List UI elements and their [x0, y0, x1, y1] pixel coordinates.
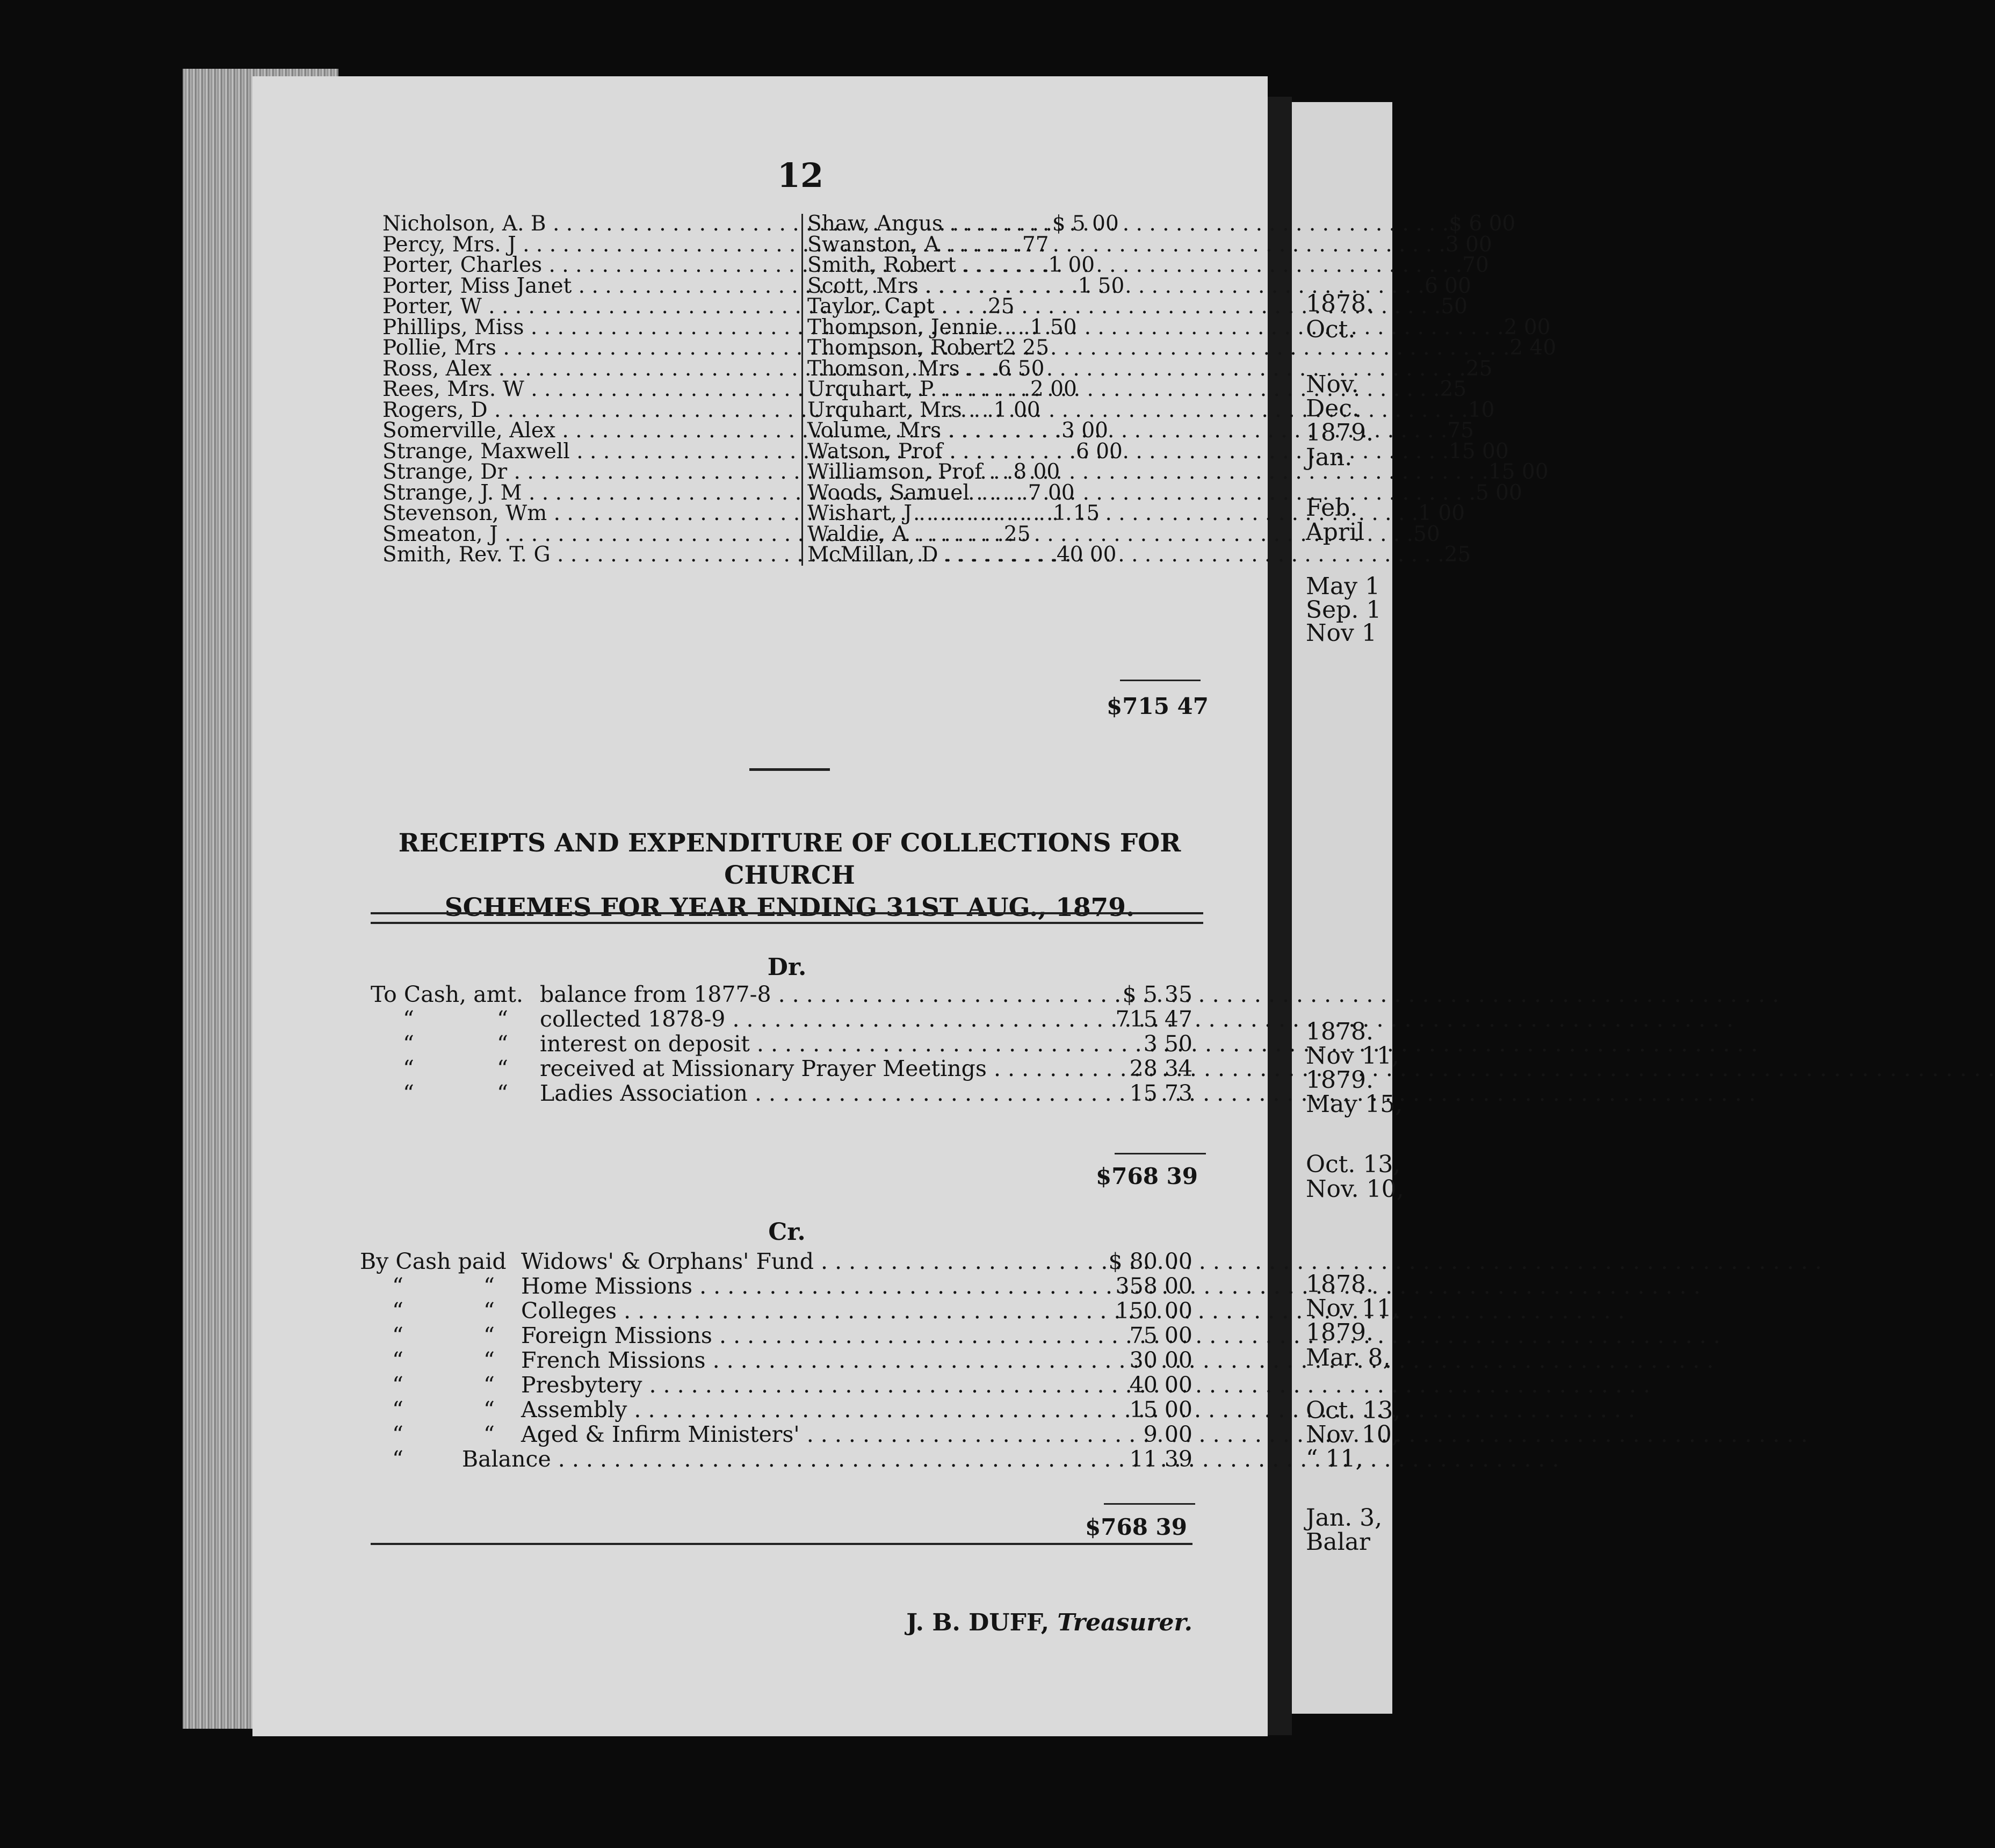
subscriber-row — [382, 460, 1549, 484]
facing-line: Mar. 8, — [1306, 1344, 1391, 1371]
credit-entry — [371, 1422, 1203, 1447]
credit-entry — [371, 1348, 1203, 1373]
debit-amount: 28 34 — [1129, 1056, 1192, 1081]
subscriber-amount: 10 — [1468, 398, 1495, 422]
credit-total: $768 39 — [1085, 1514, 1187, 1540]
subscriber-amount: 2 00 — [1030, 377, 1077, 401]
subscriber-amount: $ 5 00 — [1052, 212, 1119, 236]
subscriber-name: Taylor, Capt . . . — [807, 297, 1441, 317]
debit-amount: 715 47 — [1115, 1006, 1192, 1032]
subscriber-row — [382, 273, 1471, 298]
subscriber-name: Rogers, D . . . — [382, 400, 994, 421]
ditto-mark: “ — [483, 1323, 495, 1348]
subscriber-amount: 15 00 — [1449, 439, 1509, 464]
subscriber-name: Woods, Samuel . . . — [807, 483, 1476, 504]
facing-line: Jan. — [1306, 444, 1353, 471]
subscriber-amount: 1 00 — [1418, 501, 1465, 525]
subscriber-name: McMillan, D . . . — [807, 545, 1444, 566]
section-divider — [749, 768, 830, 771]
credit-description: Foreign Missions . . . — [521, 1323, 1085, 1348]
ditto-mark: “ — [392, 1347, 403, 1373]
ditto-mark: “ — [483, 1298, 495, 1324]
ditto-mark: “ — [497, 1080, 508, 1106]
subscriber-amount: 50 — [1441, 294, 1468, 319]
balance-entry — [371, 1447, 1203, 1471]
ditto-mark: “ — [483, 1421, 495, 1447]
subscriber-amount: 25 — [1465, 356, 1493, 381]
credit-amount: 30 00 — [1129, 1347, 1192, 1373]
balance-label: Balance . . . — [462, 1447, 1085, 1471]
debit-entry — [371, 1056, 1203, 1081]
credit-entry — [371, 1323, 1203, 1348]
subscriber-amount: 7 00 — [1028, 480, 1075, 505]
facing-line: Jan. 3, — [1306, 1504, 1383, 1532]
ditto-mark: “ — [392, 1397, 403, 1423]
subscriber-amount: 5 00 — [1475, 480, 1522, 505]
subscriber-name: Rees, Mrs. W . . . — [382, 379, 1030, 400]
debit-entries — [371, 982, 1203, 1106]
subscriber-right — [803, 253, 1489, 277]
subscriber-name: Smith, Robert . . . — [807, 255, 1462, 276]
debit-description: received at Missionary Prayer Meetings . . . — [540, 1056, 1085, 1081]
debit-entry — [371, 1007, 1203, 1031]
facing-line: Nov 11, — [1306, 1042, 1399, 1070]
credit-entry — [371, 1397, 1203, 1422]
subscriber-right — [803, 543, 1471, 567]
facing-line: Sep. 1 — [1306, 596, 1382, 624]
credit-amount: $ 80 00 — [1108, 1248, 1192, 1274]
subscriber-name: Porter, Charles . . . — [382, 255, 1048, 276]
debit-sum-rule — [1115, 1153, 1206, 1154]
facing-line: “ 11, — [1306, 1445, 1363, 1472]
facing-line: 1878. — [1306, 1018, 1374, 1045]
facing-line: Nov. 10, — [1306, 1175, 1404, 1203]
credit-entry — [371, 1373, 1203, 1397]
credit-description: Colleges . . . — [521, 1298, 1085, 1323]
credit-amount: 358 00 — [1115, 1273, 1192, 1299]
credit-entry — [371, 1274, 1203, 1298]
subscriber-row — [382, 232, 1492, 257]
subscriber-right — [803, 356, 1493, 381]
debit-entry — [371, 982, 1203, 1007]
subscriber-amount: 2 25 — [1002, 336, 1050, 360]
credit-entries — [360, 1248, 1203, 1472]
subscriber-amount: 8 00 — [1013, 460, 1060, 484]
ditto-mark: “ — [483, 1347, 495, 1373]
credit-entry — [371, 1298, 1203, 1323]
subscriber-row — [382, 336, 1557, 360]
subscriber-amount: 1 15 — [1053, 501, 1100, 525]
subscriber-name: Volume, Mrs . . . — [807, 421, 1447, 442]
credit-entry — [360, 1248, 1203, 1274]
subscriber-row — [382, 212, 1516, 236]
subscriber-amount: 25 — [1444, 543, 1471, 567]
subscriber-right — [803, 460, 1549, 484]
debit-entry — [371, 1031, 1203, 1056]
debit-description: balance from 1877-8 . . . — [540, 982, 1085, 1007]
subscriber-name: Ross, Alex . . . — [382, 359, 998, 380]
subscriber-amount: 40 00 — [1056, 543, 1117, 567]
ditto-mark: “ — [392, 1421, 403, 1447]
facing-line: May 15, — [1306, 1091, 1403, 1118]
subscriber-name: Porter, W . . . — [382, 297, 988, 317]
subscriber-name: Urquhart, Mrs . . . — [807, 400, 1468, 421]
facing-line: April — [1306, 518, 1365, 546]
subscriber-name: Urquhart, P . . . — [807, 379, 1440, 400]
subscriber-row — [382, 356, 1493, 381]
subscriber-right — [803, 273, 1471, 298]
subscriber-amount: 2 00 — [1504, 315, 1551, 340]
balance-amount: 11 39 — [1129, 1446, 1192, 1472]
ditto-mark: “ — [403, 1006, 414, 1032]
facing-line: Nov 10, — [1306, 1421, 1399, 1448]
subscriber-name: Somerville, Alex . . . — [382, 421, 1061, 442]
credit-amount: 40 00 — [1129, 1372, 1192, 1398]
subscriber-amount: 1 50 — [1078, 273, 1125, 298]
facing-line: 1879. — [1306, 1319, 1374, 1346]
ditto-mark: “ — [403, 1056, 414, 1081]
ditto-mark: “ — [497, 1031, 508, 1057]
credit-amount: 15 00 — [1129, 1397, 1192, 1423]
subscriber-name: Smeaton, J . . . — [382, 524, 1004, 545]
subscriber-name: Thompson, Robert . . . — [807, 338, 1509, 359]
heading-double-rule — [371, 912, 1203, 924]
facing-line: 1878. — [1306, 290, 1374, 317]
subscriber-amount: 25 — [1440, 377, 1467, 401]
subscriber-amount: 6 50 — [998, 356, 1045, 381]
facing-line: Oct. 13, — [1306, 1397, 1401, 1424]
debit-amount: 3 50 — [1143, 1031, 1192, 1057]
ditto-mark: “ — [483, 1372, 495, 1398]
subscriber-row — [382, 480, 1522, 505]
subscriber-amount: 77 — [1022, 232, 1049, 257]
debit-description: interest on deposit . . . — [540, 1031, 1085, 1056]
subscriber-amount: 15 00 — [1488, 460, 1549, 484]
facing-line: Feb. — [1306, 494, 1358, 522]
ditto-mark: “ — [392, 1298, 403, 1324]
ditto-mark: “ — [392, 1446, 403, 1472]
heading-line-2: SCHEMES FOR YEAR ENDING 31ST AUG., 1879. — [444, 893, 1135, 922]
subscriber-right — [803, 480, 1522, 505]
credit-label: Cr. — [768, 1218, 806, 1246]
subscriber-name: Pollie, Mrs . . . — [382, 338, 1002, 359]
subscriber-amount: 1 50 — [1030, 315, 1077, 340]
facing-line: Balar — [1306, 1528, 1370, 1556]
page-number: 12 — [777, 156, 824, 195]
subscriber-amount: $ 6 00 — [1449, 212, 1516, 236]
treasurer-name: J. B. DUFF, — [906, 1609, 1050, 1636]
subscriber-row — [382, 543, 1471, 567]
subscribers-total: $715 47 — [1107, 693, 1209, 719]
facing-line: Oct. — [1306, 316, 1356, 343]
subscriber-right — [803, 212, 1516, 236]
subscriber-amount: 3 00 — [1061, 418, 1108, 443]
subscriber-name: Thompson, Jennie . . . — [807, 317, 1504, 338]
subscriber-amount: 70 — [1462, 253, 1489, 277]
subscriber-name: Strange, Dr . . . — [382, 462, 1013, 483]
facing-line: Nov 1 — [1306, 619, 1377, 647]
heading-line-1: RECEIPTS AND EXPENDITURE OF COLLECTIONS FOR CHURCH — [398, 828, 1181, 890]
debit-amount: 15 73 — [1129, 1080, 1192, 1106]
facing-line: Dec. — [1306, 395, 1360, 422]
subscriber-name: Porter, Miss Janet . . . — [382, 276, 1078, 297]
subscriber-amount: 50 — [1413, 522, 1440, 546]
credit-description: Home Missions . . . — [521, 1274, 1085, 1298]
debit-amount: $ 5 35 — [1122, 981, 1192, 1007]
facing-line: 1878. — [1306, 1270, 1374, 1298]
debit-label: Dr. — [767, 954, 807, 981]
subscriber-amount: 75 — [1447, 418, 1474, 443]
subscriber-name: Phillips, Miss . . . — [382, 317, 1030, 338]
treasurer-role: Treasurer. — [1057, 1609, 1192, 1636]
subscriber-name: Watson, Prof . . . — [807, 442, 1449, 463]
subscriber-name: Strange, Maxwell . . . — [382, 442, 1076, 463]
subscriber-name: Shaw, Angus . . . — [807, 214, 1449, 235]
credit-description: Assembly . . . — [521, 1397, 1085, 1422]
subscriber-name: Williamson, Prof . . . — [807, 462, 1488, 483]
credit-sum-rule — [1104, 1503, 1195, 1505]
ditto-mark: “ — [497, 1006, 508, 1032]
subscriber-name: Wishart, J . . . — [807, 503, 1418, 524]
debit-lead: To Cash, amt. — [371, 981, 524, 1007]
facing-line: May 1 — [1306, 573, 1380, 600]
subscriber-amount: 25 — [1003, 522, 1031, 546]
subscriber-name: Percy, Mrs. J . . . — [382, 235, 1022, 256]
subscriber-amount: 1 00 — [1048, 253, 1095, 277]
subscriber-amount: 6 00 — [1076, 439, 1123, 464]
subscriber-name: Waldie, A . . . — [807, 524, 1413, 545]
subscriber-right — [803, 232, 1492, 257]
ditto-mark: “ — [483, 1273, 495, 1299]
facing-line: 1879. — [1306, 419, 1374, 446]
debit-total: $768 39 — [1096, 1163, 1198, 1189]
subscriber-name: Swanston, A . . . — [807, 235, 1445, 256]
ditto-mark: “ — [403, 1031, 414, 1057]
facing-line: Oct. 13, — [1306, 1151, 1401, 1178]
ditto-mark: “ — [392, 1372, 403, 1398]
credit-description: Presbytery . . . — [521, 1373, 1085, 1397]
credit-lead: By Cash paid — [360, 1248, 507, 1274]
debit-description: Ladies Association . . . — [540, 1081, 1085, 1106]
subscriber-amount: 6 00 — [1424, 273, 1471, 298]
treasurer-signature — [806, 1609, 1192, 1636]
subscriber-amount: 25 — [987, 294, 1015, 319]
facing-line: Nov 11, — [1306, 1295, 1399, 1322]
subscriber-right — [803, 336, 1557, 360]
ditto-mark: “ — [392, 1273, 403, 1299]
subscriber-amount: 1 00 — [993, 398, 1040, 422]
ditto-mark: “ — [483, 1397, 495, 1423]
subscriber-row — [382, 253, 1489, 277]
debit-description: collected 1878-9 . . . — [540, 1007, 1085, 1031]
debit-entry — [371, 1081, 1203, 1106]
subscriber-amount: 2 40 — [1509, 336, 1557, 360]
final-double-rule — [371, 1543, 1192, 1545]
subscriber-name: Nicholson, A. B . . . — [382, 214, 1052, 235]
credit-amount: 75 00 — [1129, 1323, 1192, 1348]
subscriber-name: Thomson, Mrs . . . — [807, 359, 1466, 380]
credit-description: French Missions . . . — [521, 1348, 1085, 1373]
credit-amount: 9 00 — [1143, 1421, 1192, 1447]
subscriber-name: Stevenson, Wm . . . — [382, 503, 1053, 524]
statement-heading — [371, 827, 1209, 924]
facing-line: Nov. — [1306, 371, 1359, 398]
ditto-mark: “ — [403, 1080, 414, 1106]
credit-description: Widows' & Orphans' Fund . . . — [521, 1249, 1085, 1274]
subscriber-name: Smith, Rev. T. G . . . — [382, 545, 1057, 566]
subscriber-name: Scott, Mrs . . . — [807, 276, 1425, 297]
subscriber-name: Strange, J. M . . . — [382, 483, 1028, 504]
credit-description: Aged & Infirm Ministers' . . . — [521, 1422, 1085, 1447]
ditto-mark: “ — [497, 1056, 508, 1081]
ditto-mark: “ — [392, 1323, 403, 1348]
subtotal-rule — [1120, 680, 1201, 681]
subscriber-amount: 3 00 — [1445, 232, 1492, 257]
credit-amount: 150 00 — [1115, 1298, 1192, 1324]
facing-line: 1879. — [1306, 1066, 1374, 1094]
